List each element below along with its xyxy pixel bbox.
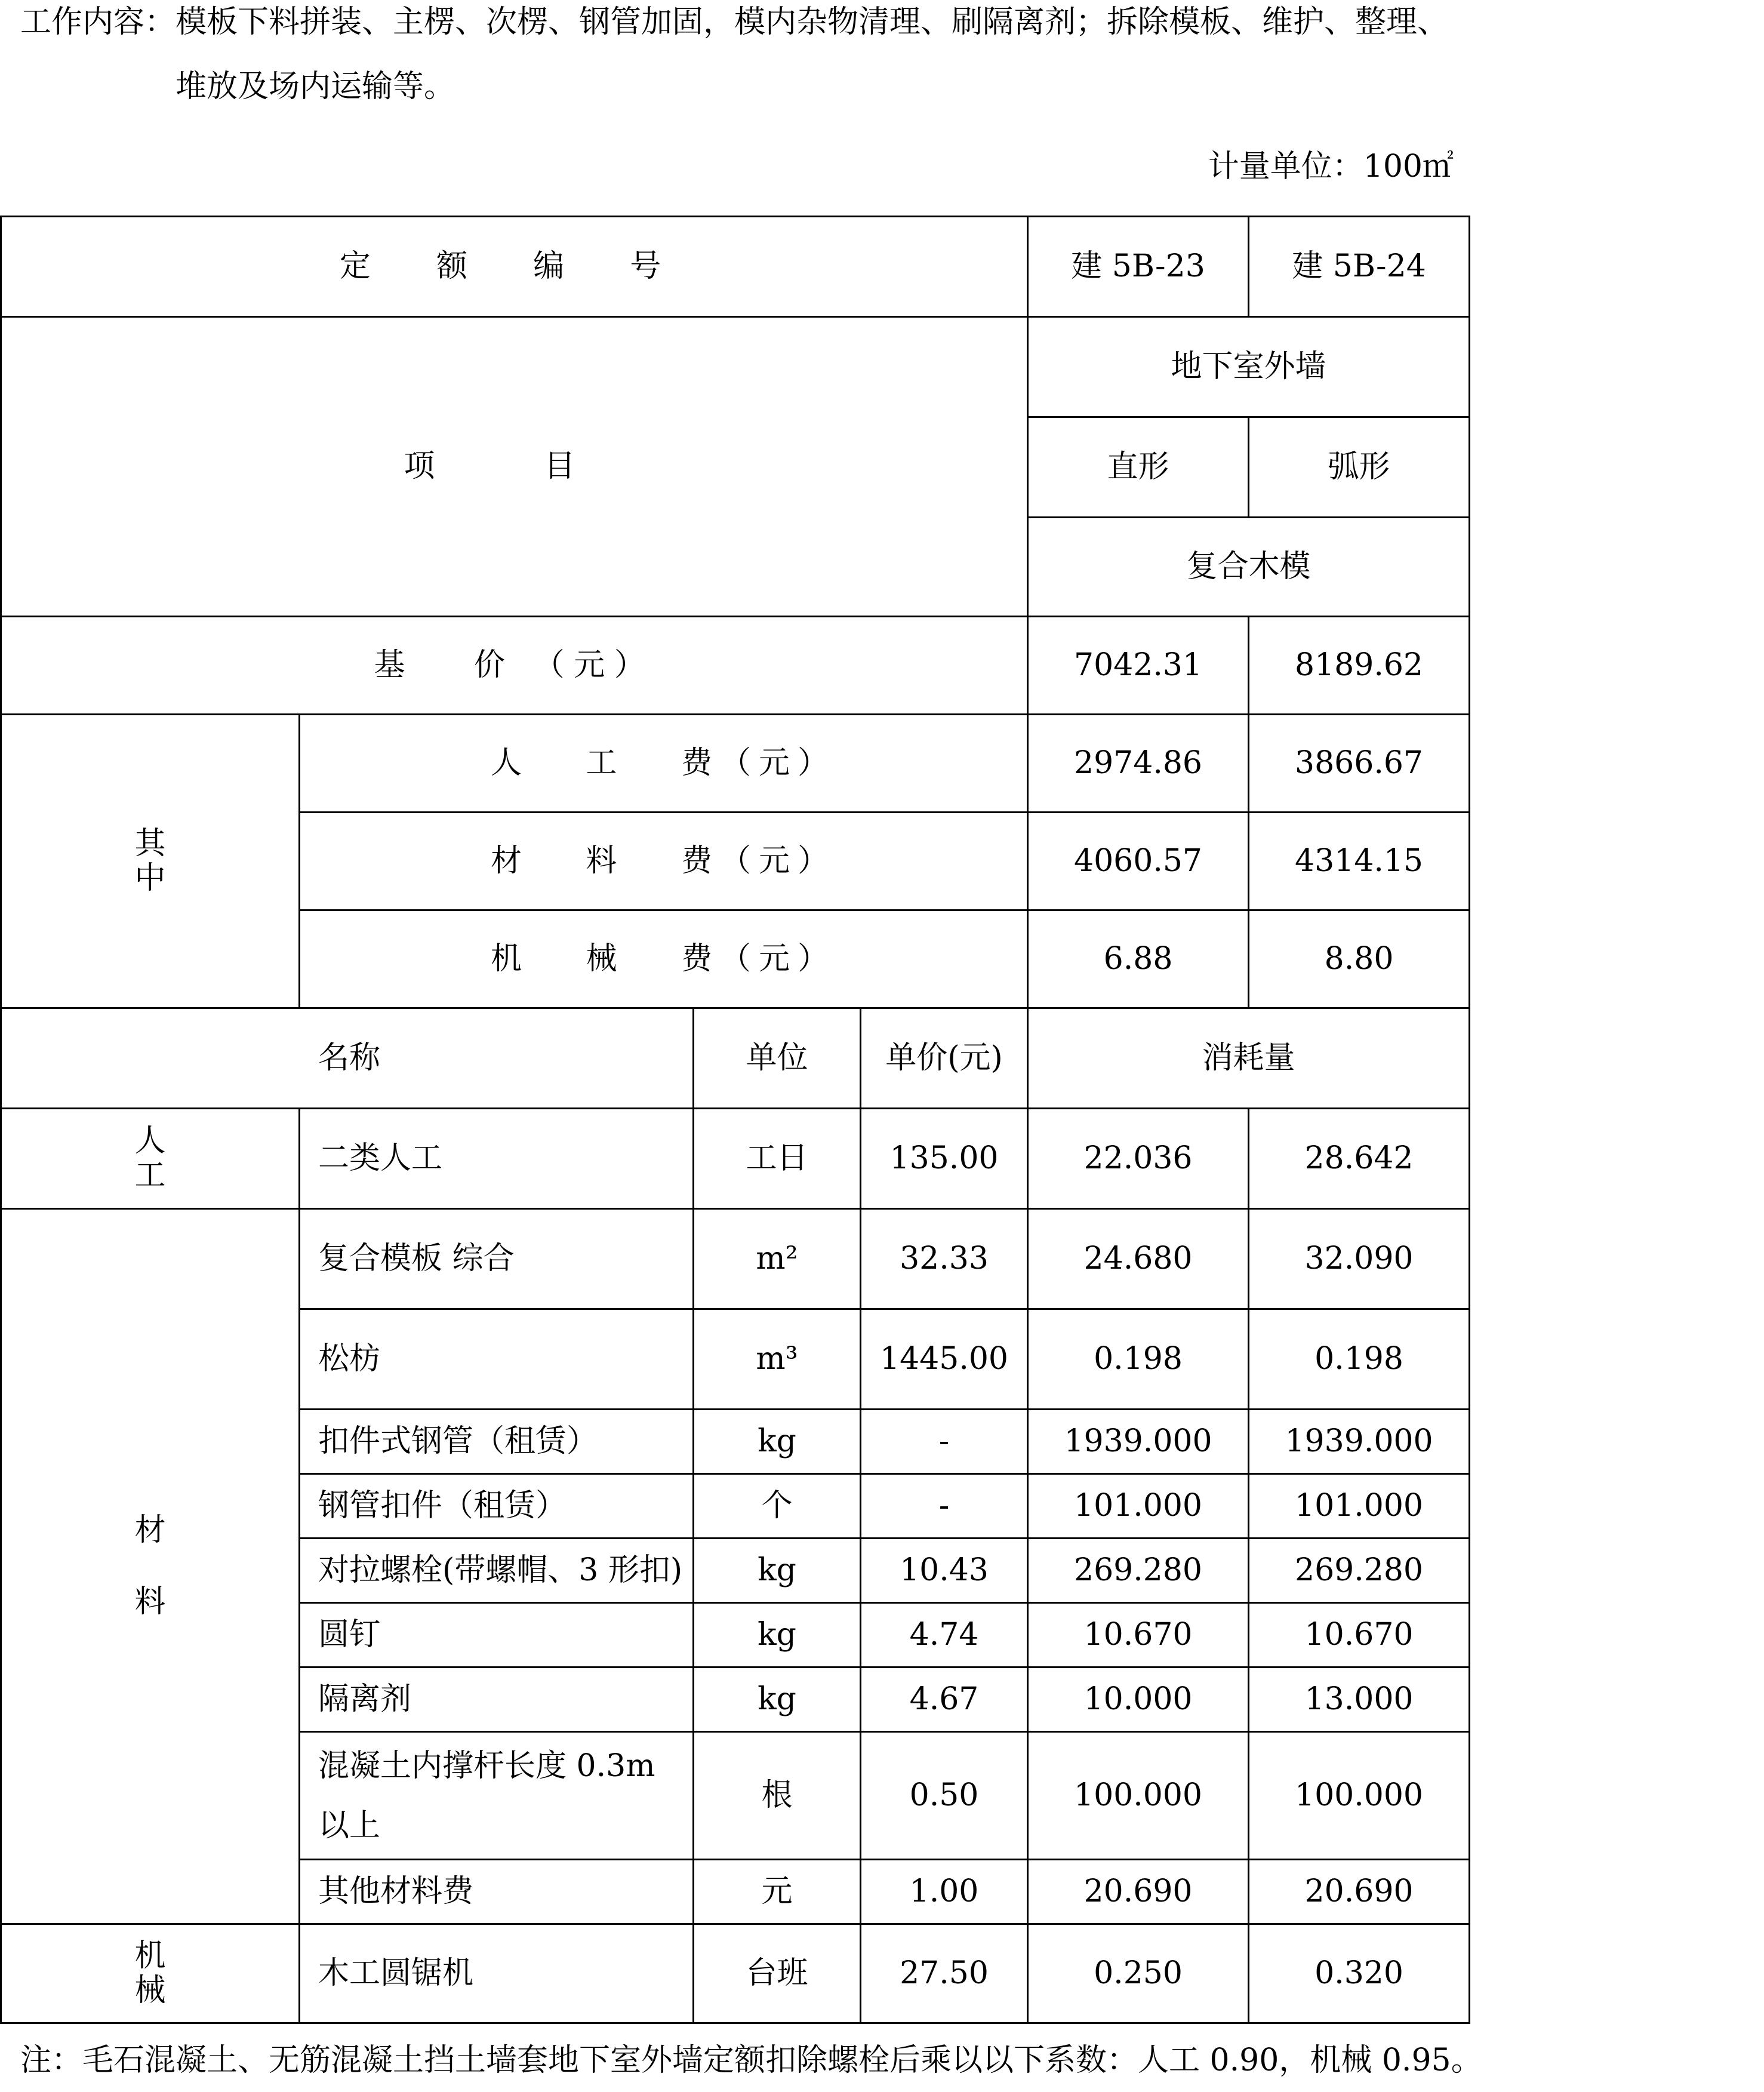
- cost-label: 人 工 费（元）: [300, 715, 1028, 813]
- resource-unit: 根: [694, 1732, 861, 1860]
- cost-label: 机 械 费（元）: [300, 910, 1028, 1008]
- cost-value: 6.88: [1028, 910, 1249, 1008]
- resource-name: 隔离剂: [300, 1668, 694, 1732]
- base-price-value: 7042.31: [1028, 617, 1249, 715]
- resource-unit: m²: [694, 1209, 861, 1309]
- resource-name: 混凝土内撑杆长度 0.3m 以上: [300, 1732, 694, 1860]
- resource-unit: kg: [694, 1410, 861, 1474]
- item-row: [1, 317, 1470, 417]
- resource-consumption: 0.198: [1028, 1309, 1249, 1410]
- material-group-label: 材料: [1, 1209, 300, 1924]
- resource-price: 0.50: [861, 1732, 1028, 1860]
- resource-consumption: 10.670: [1249, 1603, 1470, 1668]
- resource-name: 其他材料费: [300, 1860, 694, 1924]
- cost-label: 材 料 费（元）: [300, 813, 1028, 910]
- machine-row: [1, 1924, 1470, 2023]
- resource-price: 135.00: [861, 1109, 1028, 1209]
- resource-consumption: 32.090: [1249, 1209, 1470, 1309]
- resource-price: 10.43: [861, 1539, 1028, 1603]
- code-label: 定 额 编 号: [1, 217, 1028, 317]
- resource-consumption: 20.690: [1028, 1860, 1249, 1924]
- resource-unit: kg: [694, 1539, 861, 1603]
- cost-value: 3866.67: [1249, 715, 1470, 813]
- cost-value: 8.80: [1249, 910, 1470, 1008]
- work-content-line-1: 工作内容：模板下料拼装、主楞、次楞、钢管加固，模内杂物清理、刷隔离剂；拆除模板、维护、整理、: [20, 4, 1449, 40]
- header-unit: 单位: [694, 1008, 861, 1109]
- resource-consumption: 100.000: [1249, 1732, 1470, 1860]
- resource-unit: kg: [694, 1668, 861, 1732]
- resource-price: 27.50: [861, 1924, 1028, 2023]
- formwork-type: 复合木模: [1028, 518, 1470, 617]
- column-header-row: [1, 1008, 1470, 1109]
- shape-cell: 直形: [1028, 417, 1249, 518]
- cost-value: 4314.15: [1249, 813, 1470, 910]
- work-content-line-2: 堆放及场内运输等。: [176, 69, 455, 104]
- resource-consumption: 10.000: [1028, 1668, 1249, 1732]
- resource-consumption: 28.642: [1249, 1109, 1470, 1209]
- base-price-label: 基 价 （元）: [1, 617, 1028, 715]
- labor-group-label: 人工: [1, 1109, 300, 1209]
- cost-row-labor: [1, 715, 1470, 813]
- resource-name: 松枋: [300, 1309, 694, 1410]
- resource-name: 对拉螺栓(带螺帽、3 形扣): [300, 1539, 694, 1603]
- base-price-row: [1, 617, 1470, 715]
- resource-consumption: 0.198: [1249, 1309, 1470, 1410]
- resource-price: 32.33: [861, 1209, 1028, 1309]
- resource-consumption: 1939.000: [1249, 1410, 1470, 1474]
- qizhong-group-label: 其中: [1, 715, 300, 1008]
- resource-consumption: 0.320: [1249, 1924, 1470, 2023]
- resource-name: 扣件式钢管（租赁）: [300, 1410, 694, 1474]
- quota-table: [0, 216, 1470, 2024]
- resource-consumption: 0.250: [1028, 1924, 1249, 2023]
- resource-unit: 元: [694, 1860, 861, 1924]
- resource-price: 4.74: [861, 1603, 1028, 1668]
- resource-consumption: 1939.000: [1028, 1410, 1249, 1474]
- resource-consumption: 24.680: [1028, 1209, 1249, 1309]
- resource-consumption: 101.000: [1249, 1474, 1470, 1539]
- code-cell: 建 5B-24: [1249, 217, 1470, 317]
- resource-consumption: 101.000: [1028, 1474, 1249, 1539]
- item-label: 项 目: [1, 317, 1028, 617]
- footnote: 注：毛石混凝土、无筋混凝土挡土墙套地下室外墙定额扣除螺栓后乘以以下系数：人工 0.90，机械 0.95。: [20, 2042, 1482, 2078]
- resource-price: -: [861, 1474, 1028, 1539]
- resource-name: 木工圆锯机: [300, 1924, 694, 2023]
- shape-cell: 弧形: [1249, 417, 1470, 518]
- resource-price: -: [861, 1410, 1028, 1474]
- material-row: [1, 1209, 1470, 1309]
- cost-value: 2974.86: [1028, 715, 1249, 813]
- resource-price: 1445.00: [861, 1309, 1028, 1410]
- resource-consumption: 20.690: [1249, 1860, 1470, 1924]
- resource-price: 4.67: [861, 1668, 1028, 1732]
- measurement-unit: 计量单位：100㎡: [1208, 149, 1454, 184]
- resource-name: 钢管扣件（租赁）: [300, 1474, 694, 1539]
- resource-unit: m³: [694, 1309, 861, 1410]
- resource-consumption: 100.000: [1028, 1732, 1249, 1860]
- resource-unit: 个: [694, 1474, 861, 1539]
- resource-price: 1.00: [861, 1860, 1028, 1924]
- header-price: 单价(元): [861, 1008, 1028, 1109]
- resource-consumption: 269.280: [1028, 1539, 1249, 1603]
- resource-unit: 工日: [694, 1109, 861, 1209]
- resource-consumption: 22.036: [1028, 1109, 1249, 1209]
- header-name: 名称: [1, 1008, 694, 1109]
- resource-name: 复合模板 综合: [300, 1209, 694, 1309]
- code-row: [1, 217, 1470, 317]
- header-consumption: 消耗量: [1028, 1008, 1470, 1109]
- base-price-value: 8189.62: [1249, 617, 1470, 715]
- code-cell: 建 5B-23: [1028, 217, 1249, 317]
- resource-consumption: 10.670: [1028, 1603, 1249, 1668]
- machine-group-label: 机械: [1, 1924, 300, 2023]
- labor-row: [1, 1109, 1470, 1209]
- resource-consumption: 269.280: [1249, 1539, 1470, 1603]
- resource-unit: 台班: [694, 1924, 861, 2023]
- cost-value: 4060.57: [1028, 813, 1249, 910]
- resource-name: 二类人工: [300, 1109, 694, 1209]
- wall-type: 地下室外墙: [1028, 317, 1470, 417]
- resource-unit: kg: [694, 1603, 861, 1668]
- resource-name: 圆钉: [300, 1603, 694, 1668]
- resource-consumption: 13.000: [1249, 1668, 1470, 1732]
